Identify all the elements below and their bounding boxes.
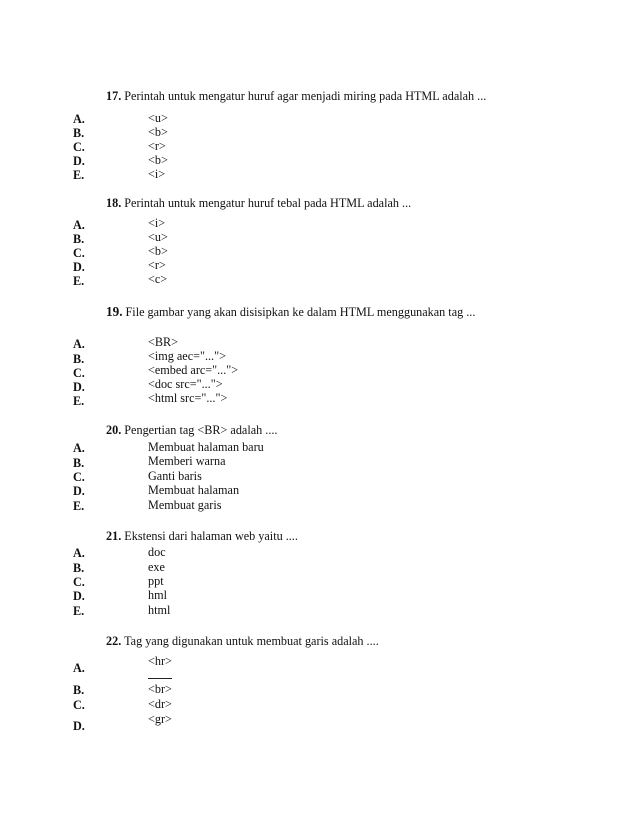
option-text: ppt <box>148 574 164 588</box>
question-22 <box>106 634 379 648</box>
option-letter: A. <box>73 112 85 126</box>
option-text: Membuat halaman baru <box>148 440 264 454</box>
question-17 <box>106 89 486 103</box>
option-letter: D. <box>73 154 85 168</box>
option-letter: C. <box>73 140 85 154</box>
option-text: <r> <box>148 139 166 153</box>
option-letter: E. <box>73 274 85 288</box>
option-text: <b> <box>148 153 168 167</box>
option-text: <r> <box>148 258 166 272</box>
option-text: Membuat halaman <box>148 483 240 497</box>
option-text: <i> <box>148 216 166 230</box>
option-letter: A. <box>73 218 85 232</box>
option-text: Membuat garis <box>148 498 222 512</box>
option-letter: C. <box>73 246 85 260</box>
question-text: File gambar yang akan disisipkan ke dalam HTML menggunakan tag ... <box>125 305 476 319</box>
option-text: html <box>148 603 171 617</box>
option-letter: E. <box>73 604 85 618</box>
option-letter: B. <box>73 126 85 140</box>
option-text: exe <box>148 560 165 574</box>
option-text: <html src="..."> <box>148 391 228 405</box>
option-letter: E. <box>73 394 85 408</box>
option-letter: D. <box>73 380 85 394</box>
option-text: Memberi warna <box>148 454 226 468</box>
option-letter: D. <box>73 260 85 274</box>
question-text: Ekstensi dari halaman web yaitu .... <box>124 529 298 543</box>
option-text: <BR> <box>148 335 179 349</box>
option-text: <br> <box>148 682 172 696</box>
question-number: 22. <box>106 634 122 648</box>
option-text: <img aec="..."> <box>148 349 226 363</box>
question-text: Perintah untuk mengatur huruf tebal pada HTML adalah ... <box>124 196 412 210</box>
option-letter: B. <box>73 232 85 246</box>
option-letter: A. <box>73 661 85 675</box>
option-letter: D. <box>73 589 85 603</box>
option-text: <dr> <box>148 697 172 711</box>
question-19 <box>106 305 475 319</box>
question-text: Pengertian tag <BR> adalah .... <box>124 423 278 437</box>
option-letter: B. <box>73 683 85 697</box>
question-text: Tag yang digunakan untuk membuat garis adalah .... <box>124 634 379 648</box>
option-letter: C. <box>73 366 85 380</box>
question-18 <box>106 196 411 210</box>
option-text: <i> <box>148 167 166 181</box>
question-number: 17. <box>106 89 122 103</box>
blank-line <box>148 678 172 679</box>
option-letter: B. <box>73 456 85 470</box>
option-text: <gr> <box>148 712 172 726</box>
option-text: <b> <box>148 244 168 258</box>
option-text: <b> <box>148 125 168 139</box>
option-letter: E. <box>73 168 85 182</box>
option-letter: C. <box>73 575 85 589</box>
question-text: Perintah untuk mengatur huruf agar menjadi miring pada HTML adalah ... <box>124 89 487 103</box>
option-text: <c> <box>148 272 168 286</box>
option-text: Ganti baris <box>148 469 202 483</box>
question-number: 20. <box>106 423 122 437</box>
option-letter: A. <box>73 546 85 560</box>
question-21 <box>106 529 298 543</box>
option-letter: E. <box>73 499 85 513</box>
option-text: hml <box>148 588 167 602</box>
option-text: <u> <box>148 230 168 244</box>
question-number: 19. <box>106 304 123 319</box>
option-text: doc <box>148 545 166 559</box>
option-text: <hr> <box>148 654 172 668</box>
option-letter: D. <box>73 484 85 498</box>
option-text: <u> <box>148 111 168 125</box>
option-letter: D. <box>73 719 85 733</box>
option-text: <doc src="..."> <box>148 377 223 391</box>
option-letter: B. <box>73 561 85 575</box>
option-letter: A. <box>73 337 85 351</box>
option-text: <embed arc="..."> <box>148 363 239 377</box>
option-letter: B. <box>73 352 85 366</box>
question-number: 21. <box>106 529 122 543</box>
option-letter: C. <box>73 698 85 712</box>
option-letter: C. <box>73 470 85 484</box>
option-letter: A. <box>73 441 85 455</box>
question-number: 18. <box>106 196 122 210</box>
question-20 <box>106 423 277 437</box>
